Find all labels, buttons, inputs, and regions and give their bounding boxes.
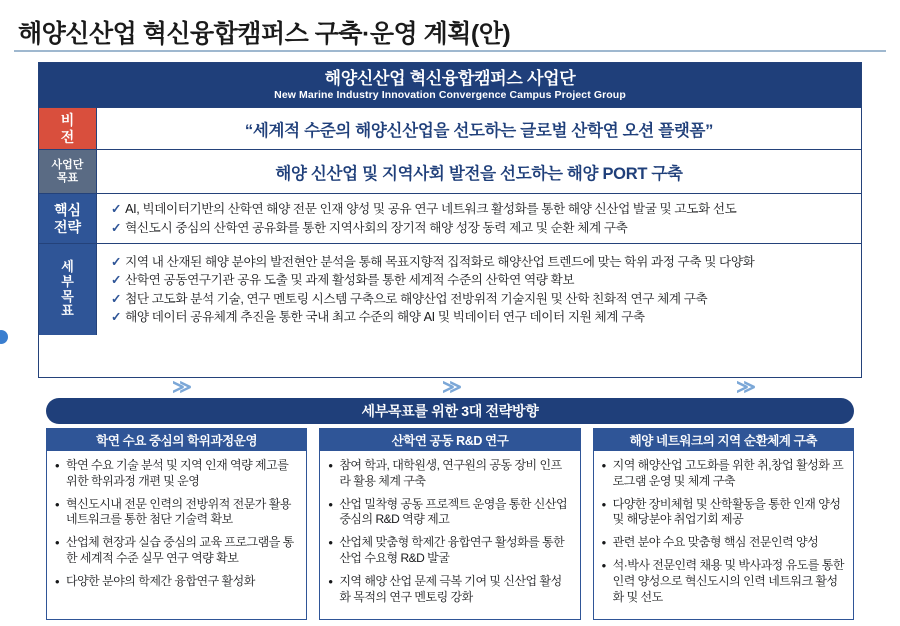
vision-row (39, 107, 861, 149)
detail-goal-cell (97, 244, 861, 335)
project-group-banner (39, 63, 861, 107)
list-item: • 지역 해양 산업 문제 극복 기여 및 신산업 활성화 목적의 연구 멘토링 강화 (328, 574, 571, 606)
strategy-column-2-body (320, 451, 579, 619)
subgoal-strategy-bar: 세부목표를 위한 3대 전략방향 (46, 398, 854, 424)
strategy-column-3-header: 해양 네트워크의 지역 순환체계 구축 (594, 429, 853, 451)
vision-tag (39, 108, 97, 149)
list-item: • 지역 해양산업 고도화를 위한 취,창업 활성화 프로그램 운영 및 체계 구축 (602, 458, 845, 490)
banner-title-en: New Marine Industry Innovation Convergence Campus Project Group (274, 88, 626, 101)
chevron-down-icon: ≫ (172, 377, 192, 398)
detail-goal-tag-line-1: 세 (61, 258, 74, 274)
detail-goal-tag-line-3: 목 (61, 288, 74, 304)
check-icon: ✓ (111, 309, 122, 324)
check-icon: ✓ (111, 202, 122, 217)
detail-goal-item (109, 253, 849, 271)
vision-strategy-frame (38, 62, 862, 378)
list-item: • 관련 분야 수요 맞춤형 핵심 전문인력 양성 (602, 535, 845, 551)
vision-cell (97, 108, 861, 149)
list-item: • 산업체 맞춤형 학제간 융합연구 활성화를 통한 산업 수요형 R&D 발굴 (328, 535, 571, 567)
check-icon: ✓ (111, 220, 122, 235)
detail-goal-item-text: 첨단 고도화 분석 기술, 연구 멘토링 시스템 구축으로 해양산업 전방위적 기술지원 및 산학 친화적 연구 체계 구축 (125, 291, 708, 306)
left-edge-marker (0, 330, 8, 344)
core-strategy-tag-line-2: 전략 (53, 218, 82, 235)
list-item: • 혁신도시내 전문 인력의 전방위적 전문가 활용 네트워크를 통한 첨단 기술력 확보 (55, 497, 298, 529)
detail-goal-tag-line-4: 표 (61, 303, 74, 319)
strategy-columns (46, 428, 854, 620)
core-strategy-item (109, 200, 849, 218)
goal-cell (97, 150, 861, 193)
goal-tag (39, 150, 97, 193)
list-item: • 학연 수요 기술 분석 및 지역 인재 역량 제고를 위한 학위과정 개편 및 운영 (55, 458, 298, 490)
strategy-column-3-body (594, 451, 853, 619)
vision-tag-line-2: 전 (60, 128, 75, 145)
check-icon: ✓ (111, 291, 122, 306)
detail-goal-row (39, 243, 861, 335)
list-item: • 다양한 장비체험 및 산학활동을 통한 인재 양성 및 해당분야 취업기회 제공 (602, 497, 845, 529)
detail-goal-item (109, 308, 849, 326)
core-strategy-tag-line-1: 핵심 (53, 202, 82, 219)
detail-goal-tag (39, 244, 97, 335)
detail-goal-item (109, 271, 849, 289)
list-item: • 산업체 현장과 실습 중심의 교육 프로그램을 통한 세계적 수준 실무 연구 역량 확보 (55, 535, 298, 567)
core-strategy-item-text: AI, 빅데이터기반의 산학연 해양 전문 인재 양성 및 공유 연구 네트워크 활성화를 통한 해양 신산업 발굴 및 고도화 선도 (125, 202, 737, 217)
detail-goal-item-text: 지역 내 산재된 해양 분야의 발전현안 분석을 통해 목표지향적 집적화로 해양산업 트렌드에 맞는 학위 과정 구축 및 다양화 (125, 255, 755, 269)
check-icon: ✓ (111, 255, 122, 269)
core-strategy-tag (39, 194, 97, 243)
strategy-column-2-header: 산학연 공동 R&D 연구 (320, 429, 579, 451)
list-item: • 산업 밀착형 공동 프로젝트 운영을 통한 신산업 중심의 R&D 역량 제고 (328, 497, 571, 529)
check-icon: ✓ (111, 273, 122, 288)
core-strategy-item-text: 혁신도시 중심의 산학연 공유화를 통한 지역사회의 장기적 해양 성장 동력 제고 및 순환 체계 구축 (125, 220, 628, 235)
page-title: 해양신산업 혁신융합캠퍼스 구축·운영 계획(안) (18, 20, 511, 48)
core-strategy-cell (97, 194, 861, 243)
chevron-down-icon: ≫ (736, 377, 756, 398)
strategy-column-2 (319, 428, 580, 620)
goal-tag-line-2: 목표 (56, 171, 79, 184)
core-strategy-row (39, 193, 861, 243)
title-divider (14, 50, 886, 52)
banner-title-ko: 해양신산업 혁신융합캠퍼스 사업단 (324, 68, 576, 88)
strategy-column-1-header: 학연 수요 중심의 학위과정운영 (47, 429, 306, 451)
core-strategy-item (109, 219, 849, 237)
vision-tag-line-1: 비 (60, 112, 75, 129)
flow-arrows (38, 378, 862, 396)
detail-goal-tag-line-2: 부 (61, 273, 74, 289)
goal-tag-line-1: 사업단 (51, 158, 84, 171)
vision-text: “세계적 수준의 해양신산업을 선도하는 글로벌 산학연 오션 플랫폼” (244, 121, 714, 140)
detail-goal-item-text: 산학연 공동연구기관 공유 도출 및 과제 활성화를 통한 세계적 수준의 산학연 역량 확보 (125, 273, 575, 288)
list-item: • 석·박사 전문인력 채용 및 박사과정 유도를 통한 인력 양성으로 혁신도시의 인력 네트워크 활성화 및 선도 (602, 558, 845, 605)
list-item: • 참여 학과, 대학원생, 연구원의 공동 장비 인프라 활용 체계 구축 (328, 458, 571, 490)
detail-goal-item-text: 해양 데이터 공유체계 추진을 통한 국내 최고 수준의 해양 AI 및 빅데이터 연구 데이터 지원 체계 구축 (125, 309, 645, 324)
strategy-column-3 (593, 428, 854, 620)
goal-text: 해양 신산업 및 지역사회 발전을 선도하는 해양 PORT 구축 (275, 164, 683, 183)
detail-goal-item (109, 290, 849, 308)
strategy-column-1 (46, 428, 307, 620)
chevron-down-icon: ≫ (442, 377, 462, 398)
list-item: • 다양한 분야의 학제간 융합연구 활성화 (55, 574, 298, 590)
strategy-column-1-body (47, 451, 306, 619)
goal-row (39, 149, 861, 193)
